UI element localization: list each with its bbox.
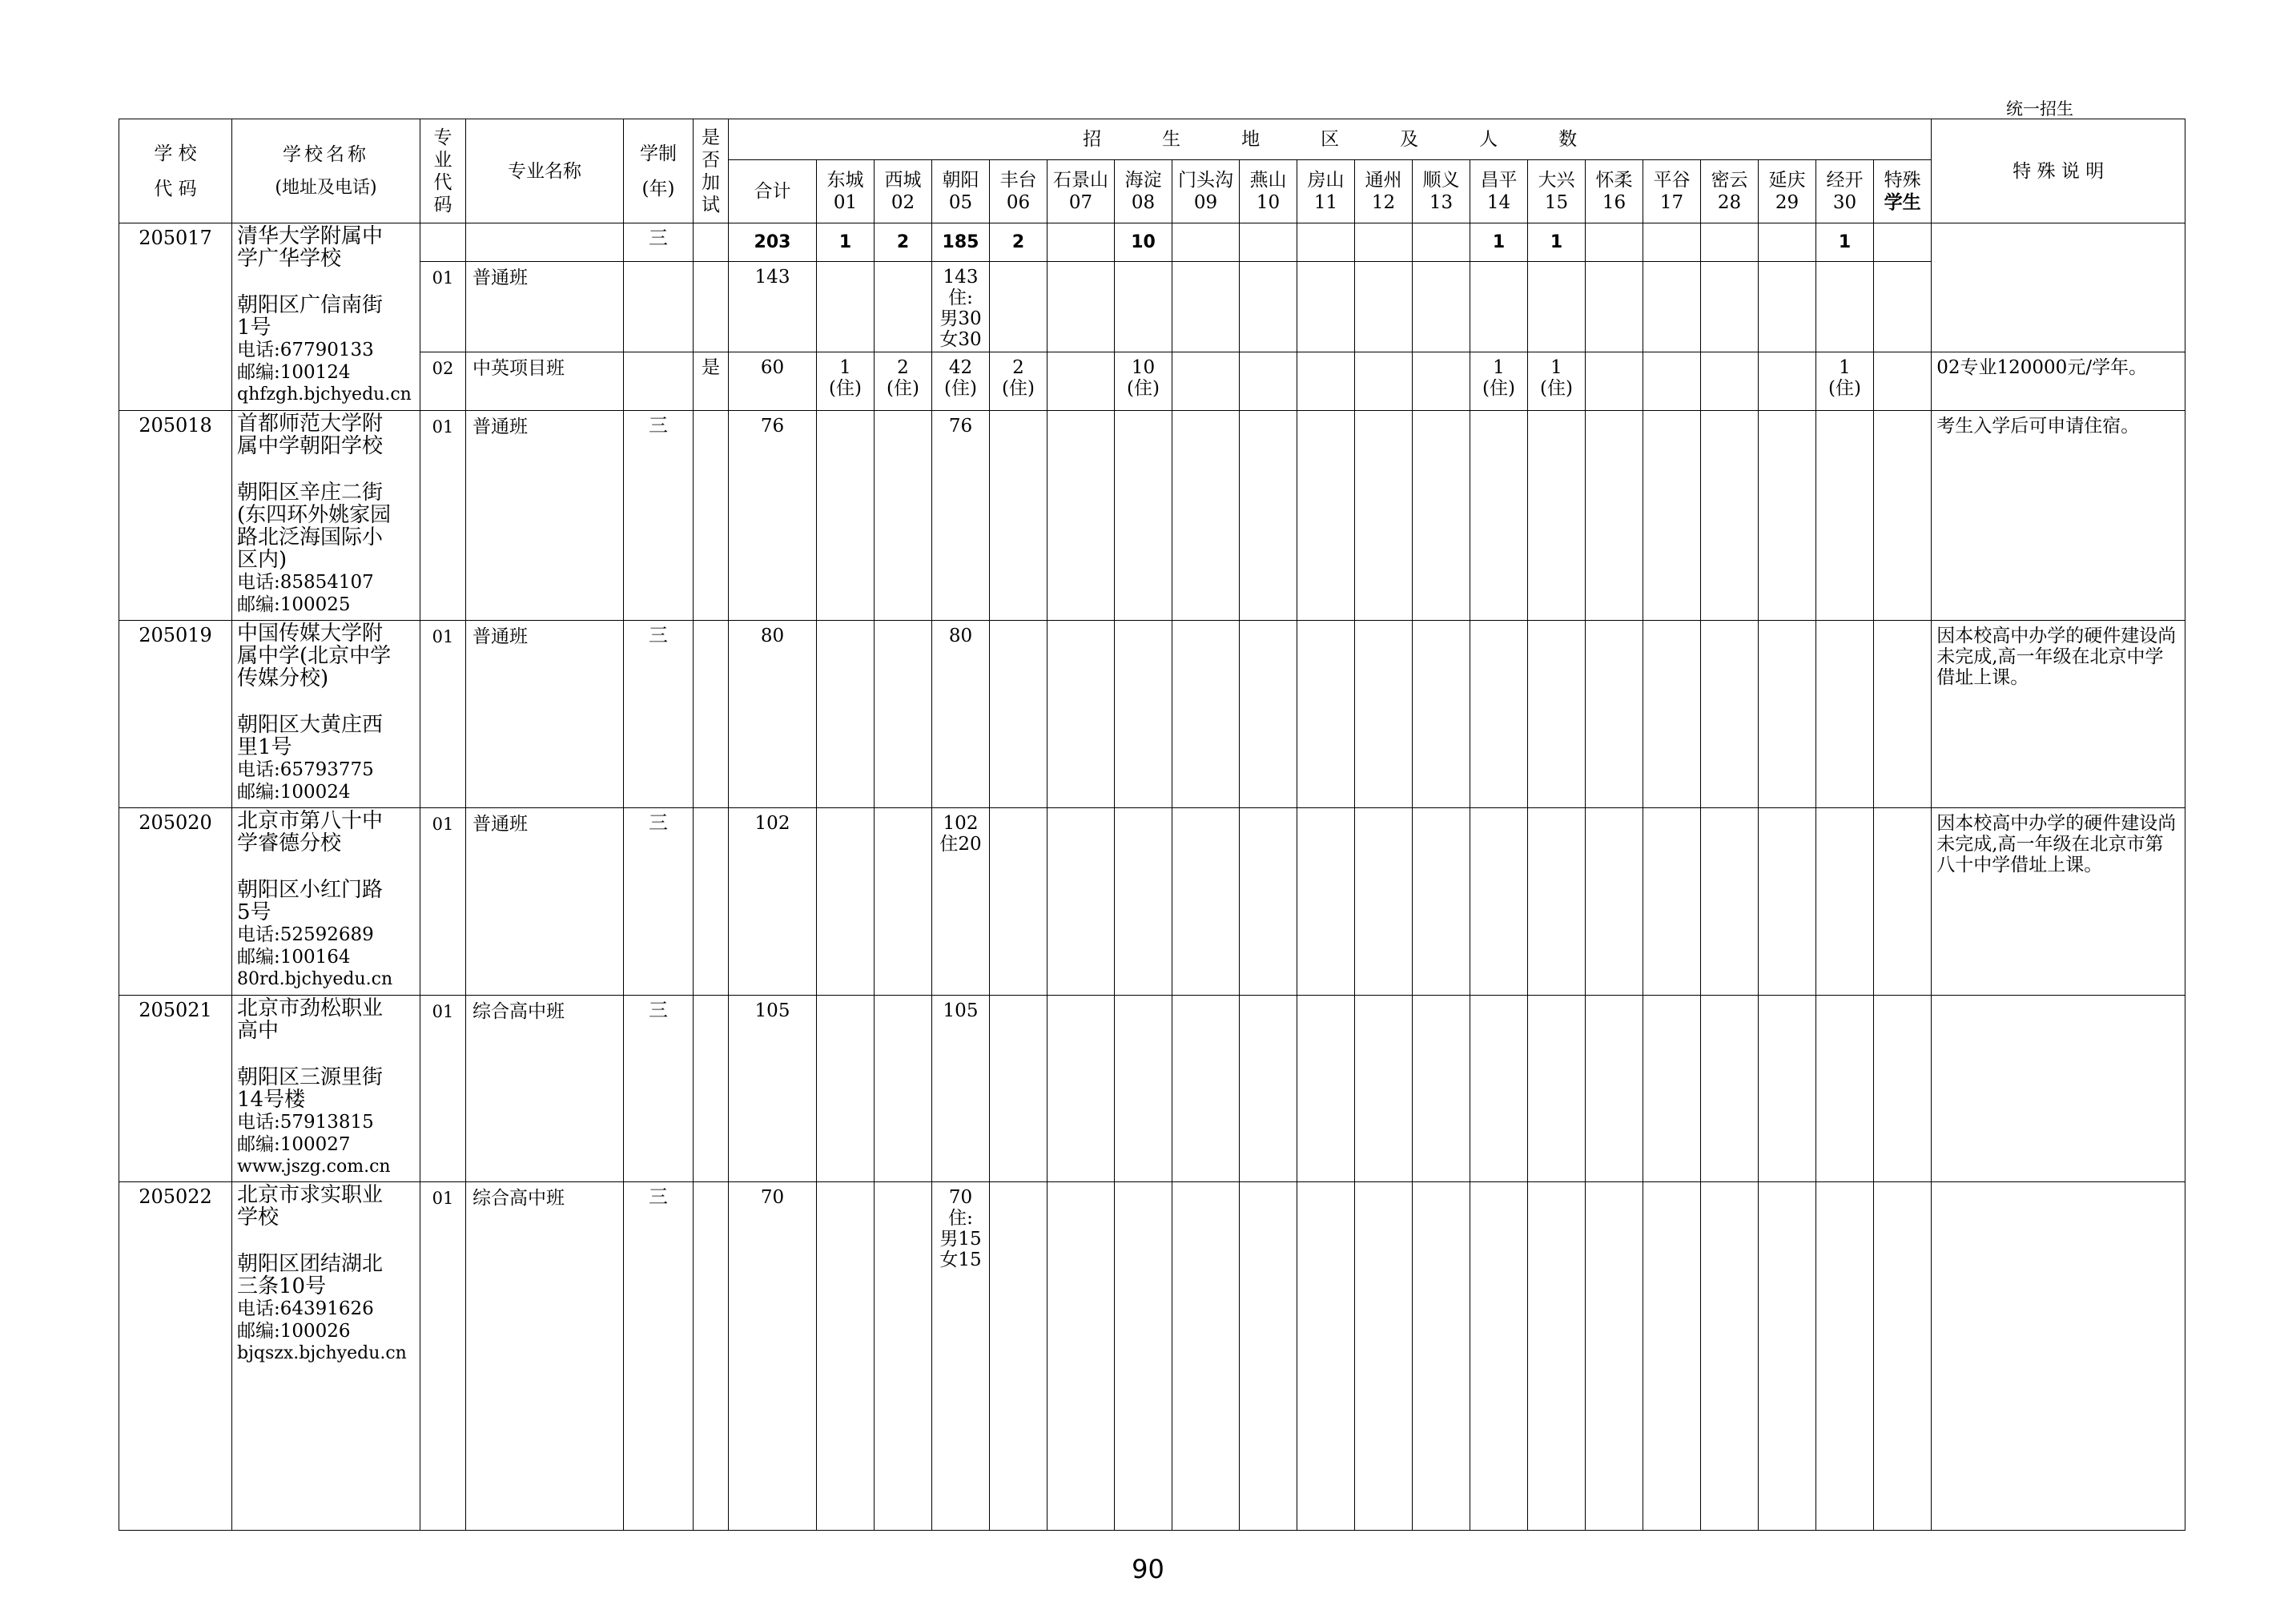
region-07-cell: [1047, 1182, 1115, 1531]
region-01-cell: [817, 808, 875, 996]
region-16-cell: [1586, 996, 1643, 1182]
duration-cell: 三: [624, 996, 694, 1182]
header-region-16: 怀柔 16: [1586, 160, 1643, 223]
school-name-address: 北京市第八十中 学睿德分校 朝阳区小红门路 5号 电话:52592689 邮编:100164 80rd.bjchyedu.cn: [232, 808, 420, 996]
region-06-cell: 2: [990, 223, 1047, 262]
region-29-cell: [1759, 996, 1816, 1182]
school-row-205019: [119, 621, 2185, 808]
major-name-cell: 普通班: [466, 808, 624, 996]
special-note-cell: [1932, 223, 2185, 352]
region-01-cell: [817, 621, 875, 808]
extra-test-cell: [694, 411, 729, 621]
region-05-cell: 76: [932, 411, 990, 621]
region-11-cell: [1297, 411, 1355, 621]
region-29-cell: [1759, 808, 1816, 996]
region-29-cell: [1759, 352, 1816, 411]
region-28-cell: [1701, 262, 1759, 352]
region-09-cell: [1172, 996, 1240, 1182]
region-14-cell: [1470, 262, 1528, 352]
region-special-cell: [1874, 411, 1932, 621]
region-17-cell: [1643, 352, 1701, 411]
region-08-cell: 10: [1115, 223, 1172, 262]
region-13-cell: [1413, 808, 1470, 996]
school-code: 205017: [119, 223, 232, 411]
region-06-cell: [990, 621, 1047, 808]
region-15-cell: 1: [1528, 223, 1586, 262]
page-number: 90: [1132, 1554, 1164, 1584]
school-row-205017-summary: [119, 223, 2185, 262]
region-28-cell: [1701, 352, 1759, 411]
region-29-cell: [1759, 223, 1816, 262]
major-code-cell: [420, 223, 466, 262]
region-08-cell: [1115, 808, 1172, 996]
region-11-cell: [1297, 621, 1355, 808]
region-30-cell: [1816, 996, 1874, 1182]
region-15-cell: [1528, 1182, 1586, 1531]
school-row-205020: [119, 808, 2185, 996]
region-07-cell: [1047, 996, 1115, 1182]
region-06-cell: [990, 808, 1047, 996]
region-16-cell: [1586, 262, 1643, 352]
region-06-cell: [990, 996, 1047, 1182]
header-region-30: 经开 30: [1816, 160, 1874, 223]
header-duration: 学制 (年): [624, 119, 694, 223]
school-code: 205018: [119, 411, 232, 621]
total-cell: 70: [729, 1182, 817, 1531]
region-16-cell: [1586, 621, 1643, 808]
region-special-cell: [1874, 996, 1932, 1182]
header-region-14: 昌平 14: [1470, 160, 1528, 223]
region-29-cell: [1759, 262, 1816, 352]
region-07-cell: [1047, 411, 1115, 621]
total-cell: 80: [729, 621, 817, 808]
region-28-cell: [1701, 808, 1759, 996]
region-11-cell: [1297, 996, 1355, 1182]
header-major-name: 专业名称: [466, 119, 624, 223]
header-region-special: 特殊 学生: [1874, 160, 1932, 223]
region-13-cell: [1413, 1182, 1470, 1531]
region-30-cell: 1: [1816, 223, 1874, 262]
region-11-cell: [1297, 352, 1355, 411]
region-16-cell: [1586, 1182, 1643, 1531]
region-15-cell: [1528, 808, 1586, 996]
region-29-cell: [1759, 621, 1816, 808]
special-note-cell: 考生入学后可申请住宿。: [1932, 411, 2185, 621]
region-30-cell: 1 (住): [1816, 352, 1874, 411]
region-16-cell: [1586, 352, 1643, 411]
region-17-cell: [1643, 808, 1701, 996]
school-name-address: 北京市劲松职业 高中 朝阳区三源里街 14号楼 电话:57913815 邮编:100027 www.jszg.com.cn: [232, 996, 420, 1182]
region-12-cell: [1355, 996, 1413, 1182]
school-name-address: 中国传媒大学附 属中学(北京中学 传媒分校) 朝阳区大黄庄西 里1号 电话:65793775 邮编:100024: [232, 621, 420, 808]
region-special-cell: [1874, 621, 1932, 808]
header-region-09: 门头沟 09: [1172, 160, 1240, 223]
region-16-cell: [1586, 808, 1643, 996]
region-11-cell: [1297, 262, 1355, 352]
region-17-cell: [1643, 996, 1701, 1182]
region-14-cell: [1470, 411, 1528, 621]
region-01-cell: [817, 996, 875, 1182]
enrollment-table: [119, 119, 2185, 1531]
school-row-205017-major-01: [119, 262, 2185, 352]
extra-test-cell: [694, 223, 729, 262]
header-region-13: 顺义 13: [1413, 160, 1470, 223]
header-region-02: 西城 02: [875, 160, 932, 223]
school-row-205021: [119, 996, 2185, 1182]
header-region-28: 密云 28: [1701, 160, 1759, 223]
extra-test-cell: [694, 1182, 729, 1531]
school-code: 205020: [119, 808, 232, 996]
region-14-cell: [1470, 621, 1528, 808]
region-special-cell: [1874, 352, 1932, 411]
duration-cell: 三: [624, 411, 694, 621]
region-08-cell: [1115, 996, 1172, 1182]
region-10-cell: [1240, 996, 1297, 1182]
region-28-cell: [1701, 996, 1759, 1182]
region-05-cell: 143 住: 男30 女30: [932, 262, 990, 352]
school-name-address: 首都师范大学附 属中学朝阳学校 朝阳区辛庄二街 (东四环外姚家园 路北泛海国际小 区内) 电话:85854107 邮编:100025: [232, 411, 420, 621]
region-06-cell: [990, 1182, 1047, 1531]
region-13-cell: [1413, 223, 1470, 262]
region-17-cell: [1643, 262, 1701, 352]
major-name-cell: 普通班: [466, 411, 624, 621]
region-12-cell: [1355, 223, 1413, 262]
major-name-cell: 普通班: [466, 621, 624, 808]
region-14-cell: 1: [1470, 223, 1528, 262]
duration-cell: 三: [624, 1182, 694, 1531]
region-05-cell: 42 (住): [932, 352, 990, 411]
total-cell: 143: [729, 262, 817, 352]
major-code-cell: 01: [420, 621, 466, 808]
total-cell: 102: [729, 808, 817, 996]
region-10-cell: [1240, 262, 1297, 352]
header-region-01: 东城 01: [817, 160, 875, 223]
region-14-cell: [1470, 808, 1528, 996]
region-12-cell: [1355, 621, 1413, 808]
region-09-cell: [1172, 223, 1240, 262]
region-17-cell: [1643, 411, 1701, 621]
region-08-cell: [1115, 1182, 1172, 1531]
region-01-cell: 1 (住): [817, 352, 875, 411]
region-special-cell: [1874, 808, 1932, 996]
major-code-cell: 01: [420, 996, 466, 1182]
region-02-cell: [875, 808, 932, 996]
special-note-cell: 因本校高中办学的硬件建设尚未完成,高一年级在北京中学借址上课。: [1932, 621, 2185, 808]
region-05-cell: 185: [932, 223, 990, 262]
region-10-cell: [1240, 223, 1297, 262]
region-30-cell: [1816, 808, 1874, 996]
region-15-cell: [1528, 621, 1586, 808]
total-cell: 60: [729, 352, 817, 411]
region-02-cell: [875, 1182, 932, 1531]
region-13-cell: [1413, 996, 1470, 1182]
region-05-cell: 70 住: 男15 女15: [932, 1182, 990, 1531]
region-12-cell: [1355, 411, 1413, 621]
region-16-cell: [1586, 223, 1643, 262]
header-region-title: 招 生 地 区 及 人 数: [729, 119, 1932, 160]
school-name-address: 清华大学附属中 学广华学校 朝阳区广信南街 1号 电话:67790133 邮编:100124 qhfzgh.bjchyedu.cn: [232, 223, 420, 411]
region-02-cell: [875, 621, 932, 808]
region-09-cell: [1172, 411, 1240, 621]
school-code: 205022: [119, 1182, 232, 1531]
special-note-cell: [1932, 1182, 2185, 1531]
region-05-cell: 102 住20: [932, 808, 990, 996]
extra-test-cell: [694, 262, 729, 352]
region-09-cell: [1172, 262, 1240, 352]
region-10-cell: [1240, 352, 1297, 411]
region-28-cell: [1701, 223, 1759, 262]
region-15-cell: [1528, 411, 1586, 621]
region-14-cell: [1470, 1182, 1528, 1531]
region-08-cell: [1115, 621, 1172, 808]
region-08-cell: [1115, 262, 1172, 352]
region-30-cell: [1816, 621, 1874, 808]
region-13-cell: [1413, 262, 1470, 352]
special-note-cell: 02专业120000元/学年。: [1932, 352, 2185, 411]
major-code-cell: 01: [420, 262, 466, 352]
school-name-address: 北京市求实职业 学校 朝阳区团结湖北 三条10号 电话:64391626 邮编:100026 bjqszx.bjchyedu.cn: [232, 1182, 420, 1531]
region-02-cell: 2: [875, 223, 932, 262]
region-14-cell: [1470, 996, 1528, 1182]
region-07-cell: [1047, 262, 1115, 352]
region-08-cell: [1115, 411, 1172, 621]
region-02-cell: [875, 411, 932, 621]
major-name-cell: 普通班: [466, 262, 624, 352]
region-14-cell: 1 (住): [1470, 352, 1528, 411]
school-row-205022: [119, 1182, 2185, 1531]
header-extra-test: 是 否 加 试: [694, 119, 729, 223]
school-code: 205019: [119, 621, 232, 808]
school-row-205018: [119, 411, 2185, 621]
extra-test-cell: [694, 808, 729, 996]
header-region-11: 房山 11: [1297, 160, 1355, 223]
major-code-cell: 01: [420, 411, 466, 621]
region-09-cell: [1172, 808, 1240, 996]
extra-test-cell: [694, 621, 729, 808]
region-09-cell: [1172, 352, 1240, 411]
region-13-cell: [1413, 352, 1470, 411]
extra-test-cell: 是: [694, 352, 729, 411]
region-01-cell: [817, 262, 875, 352]
region-16-cell: [1586, 411, 1643, 621]
major-name-cell: 中英项目班: [466, 352, 624, 411]
page-category-label: 统一招生: [2006, 99, 2073, 119]
header-major-code: 专 业 代 码: [420, 119, 466, 223]
region-06-cell: [990, 411, 1047, 621]
major-code-cell: 02: [420, 352, 466, 411]
header-region-08: 海淀 08: [1115, 160, 1172, 223]
region-30-cell: [1816, 1182, 1874, 1531]
region-01-cell: [817, 1182, 875, 1531]
region-11-cell: [1297, 223, 1355, 262]
region-28-cell: [1701, 621, 1759, 808]
region-06-cell: [990, 262, 1047, 352]
major-code-cell: 01: [420, 808, 466, 996]
region-13-cell: [1413, 411, 1470, 621]
duration-cell: 三: [624, 223, 694, 262]
header-special-note: 特 殊 说 明: [1932, 119, 2185, 223]
header-region-06: 丰台 06: [990, 160, 1047, 223]
region-special-cell: [1874, 223, 1932, 262]
school-code: 205021: [119, 996, 232, 1182]
special-note-cell: [1932, 996, 2185, 1182]
region-08-cell: 10 (住): [1115, 352, 1172, 411]
region-11-cell: [1297, 808, 1355, 996]
region-06-cell: 2 (住): [990, 352, 1047, 411]
header-school-name: 学校名称 (地址及电话): [232, 119, 420, 223]
region-11-cell: [1297, 1182, 1355, 1531]
region-01-cell: [817, 411, 875, 621]
region-07-cell: [1047, 352, 1115, 411]
total-cell: 105: [729, 996, 817, 1182]
duration-cell: [624, 262, 694, 352]
major-name-cell: [466, 223, 624, 262]
header-school-code: 学 校 代 码: [119, 119, 232, 223]
region-13-cell: [1413, 621, 1470, 808]
region-12-cell: [1355, 352, 1413, 411]
region-29-cell: [1759, 411, 1816, 621]
region-15-cell: [1528, 996, 1586, 1182]
total-cell: 203: [729, 223, 817, 262]
region-12-cell: [1355, 1182, 1413, 1531]
region-17-cell: [1643, 1182, 1701, 1531]
region-29-cell: [1759, 1182, 1816, 1531]
special-note-cell: 因本校高中办学的硬件建设尚未完成,高一年级在北京市第八十中学借址上课。: [1932, 808, 2185, 996]
region-10-cell: [1240, 808, 1297, 996]
region-02-cell: [875, 262, 932, 352]
duration-cell: 三: [624, 808, 694, 996]
region-05-cell: 80: [932, 621, 990, 808]
region-05-cell: 105: [932, 996, 990, 1182]
region-02-cell: 2 (住): [875, 352, 932, 411]
major-name-cell: 综合高中班: [466, 996, 624, 1182]
region-30-cell: [1816, 411, 1874, 621]
region-10-cell: [1240, 411, 1297, 621]
region-15-cell: [1528, 262, 1586, 352]
total-cell: 76: [729, 411, 817, 621]
header-region-07: 石景山 07: [1047, 160, 1115, 223]
header-row-1: [119, 119, 2185, 160]
major-name-cell: 综合高中班: [466, 1182, 624, 1531]
region-28-cell: [1701, 1182, 1759, 1531]
extra-test-cell: [694, 996, 729, 1182]
region-07-cell: [1047, 808, 1115, 996]
header-region-17: 平谷 17: [1643, 160, 1701, 223]
region-17-cell: [1643, 621, 1701, 808]
region-10-cell: [1240, 1182, 1297, 1531]
header-region-29: 延庆 29: [1759, 160, 1816, 223]
region-special-cell: [1874, 262, 1932, 352]
major-code-cell: 01: [420, 1182, 466, 1531]
region-07-cell: [1047, 223, 1115, 262]
header-region-10: 燕山 10: [1240, 160, 1297, 223]
region-15-cell: 1 (住): [1528, 352, 1586, 411]
header-region-12: 通州 12: [1355, 160, 1413, 223]
region-special-cell: [1874, 1182, 1932, 1531]
school-row-205017-major-02: [119, 352, 2185, 411]
region-28-cell: [1701, 411, 1759, 621]
duration-cell: [624, 352, 694, 411]
header-region-05: 朝阳 05: [932, 160, 990, 223]
region-12-cell: [1355, 262, 1413, 352]
region-09-cell: [1172, 621, 1240, 808]
duration-cell: 三: [624, 621, 694, 808]
region-09-cell: [1172, 1182, 1240, 1531]
region-07-cell: [1047, 621, 1115, 808]
region-12-cell: [1355, 808, 1413, 996]
region-02-cell: [875, 996, 932, 1182]
header-total: 合计: [729, 160, 817, 223]
region-10-cell: [1240, 621, 1297, 808]
region-01-cell: 1: [817, 223, 875, 262]
region-30-cell: [1816, 262, 1874, 352]
header-region-15: 大兴 15: [1528, 160, 1586, 223]
region-17-cell: [1643, 223, 1701, 262]
